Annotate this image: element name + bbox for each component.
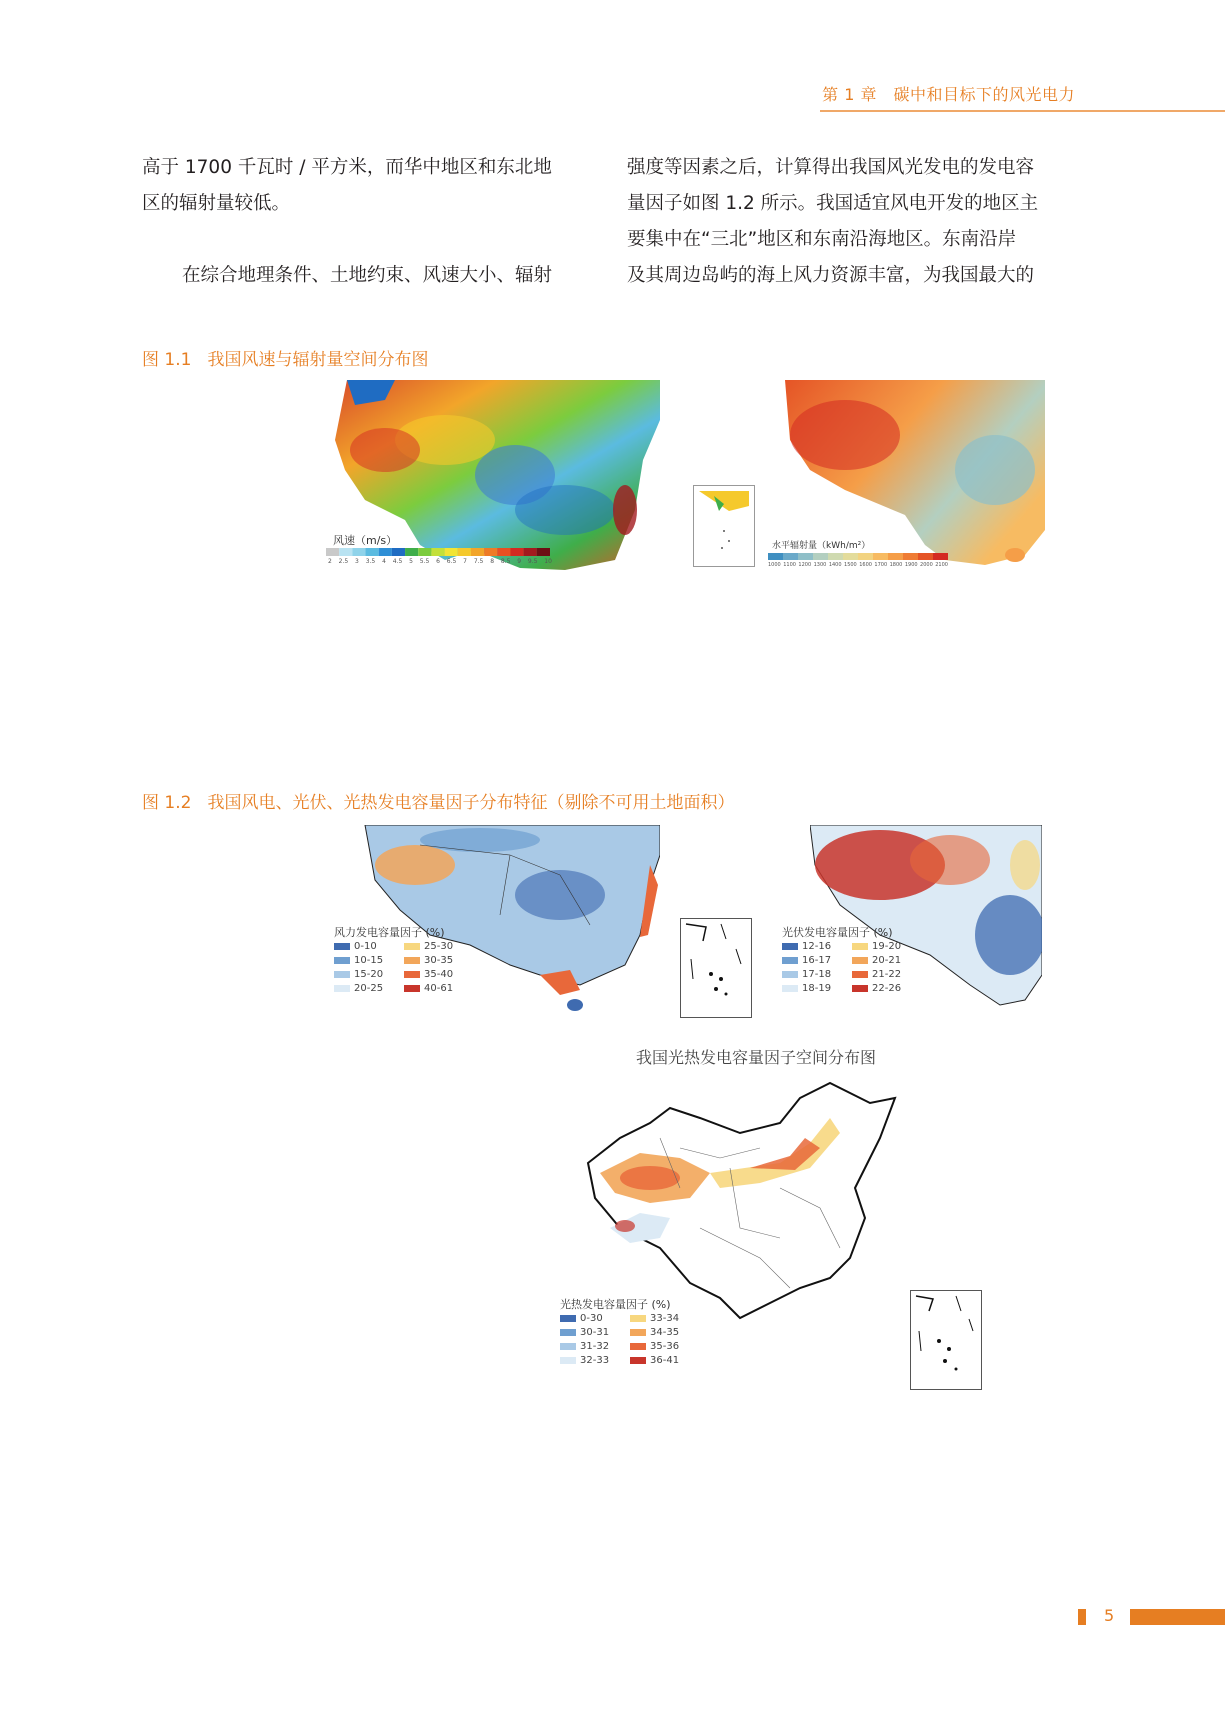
legend-label: 20-25 <box>354 983 384 994</box>
south-china-sea-inset-3 <box>910 1290 982 1390</box>
legend-swatch <box>560 1357 576 1364</box>
colorbar-tick-label: 6 <box>436 558 440 565</box>
colorbar-swatch <box>813 553 828 560</box>
legend-item <box>334 941 404 952</box>
inset-2-image <box>681 919 751 1017</box>
colorbar-tick-label: 2 <box>328 558 332 565</box>
colorbar-swatch <box>903 553 918 560</box>
csp-capacity-map <box>580 1078 930 1328</box>
inset-1-image <box>694 486 754 566</box>
left-line-2: 区的辐射量较低。 <box>142 193 291 214</box>
colorbar-tick-label: 1400 <box>828 562 842 568</box>
left-para-2: 在综合地理条件、土地约束、风速大小、辐射 <box>182 265 553 286</box>
right-line-2: 量因子如图 1.2 所示。我国适宜风电开发的地区主 <box>627 193 1039 214</box>
colorbar-swatch <box>431 548 444 556</box>
legend-swatch <box>560 1329 576 1336</box>
legend-item <box>630 1327 700 1338</box>
legend-label: 30-31 <box>580 1327 610 1338</box>
figure-2-title: 我国风电、光伏、光热发电容量因子分布特征（剔除不可用土地面积） <box>207 793 735 813</box>
legend-swatch <box>630 1343 646 1350</box>
colorbar-tick-label: 1600 <box>859 562 872 568</box>
radiation-colorbar <box>768 553 948 560</box>
legend-label: 32-33 <box>580 1355 610 1366</box>
legend-swatch <box>630 1357 646 1364</box>
legend-item <box>630 1355 700 1366</box>
legend-label: 17-18 <box>802 969 832 980</box>
colorbar-tick-label: 6.5 <box>446 558 457 565</box>
colorbar-tick-label: 4.5 <box>392 558 403 565</box>
left-line-1: 高于 1700 千瓦时 / 平方米，而华中地区和东北地 <box>142 157 552 178</box>
legend-label: 34-35 <box>650 1327 680 1338</box>
colorbar-tick-label: 3 <box>355 558 359 565</box>
legend-label: 35-40 <box>424 969 454 980</box>
colorbar-tick-label: 2000 <box>920 562 933 568</box>
page-marker <box>1078 1609 1086 1625</box>
colorbar-tick-label: 9.5 <box>527 558 538 565</box>
legend-swatch <box>852 943 868 950</box>
colorbar-swatch <box>458 548 471 556</box>
colorbar-swatch <box>783 553 798 560</box>
legend-label: 35-36 <box>650 1341 680 1352</box>
legend-swatch <box>334 943 350 950</box>
radiation-legend-title: 水平辐射量（kWh/m²） <box>772 541 871 551</box>
legend-swatch <box>404 957 420 964</box>
legend-item <box>560 1355 630 1366</box>
legend-item <box>334 969 404 980</box>
wind-speed-ticks <box>328 558 552 565</box>
right-line-1: 强度等因素之后，计算得出我国风光发电的发电容 <box>627 157 1035 178</box>
legend-swatch <box>782 957 798 964</box>
legend-swatch <box>782 985 798 992</box>
legend-label: 15-20 <box>354 969 384 980</box>
legend-item <box>404 969 474 980</box>
colorbar-tick-label: 10 <box>544 558 552 565</box>
legend-swatch <box>334 957 350 964</box>
csp-legend <box>560 1313 700 1366</box>
colorbar-tick-label: 1700 <box>874 562 888 568</box>
left-column-text <box>142 150 582 294</box>
colorbar-tick-label: 7 <box>463 558 467 565</box>
legend-label: 25-30 <box>424 941 454 952</box>
legend-label: 21-22 <box>872 969 902 980</box>
legend-item <box>404 941 474 952</box>
legend-item <box>404 983 474 994</box>
header-rule <box>820 110 1225 112</box>
colorbar-swatch <box>418 548 431 556</box>
legend-item <box>334 983 404 994</box>
chapter-header: 第 1 章 碳中和目标下的风光电力 <box>822 85 1075 104</box>
legend-item <box>334 955 404 966</box>
pv-capacity-legend <box>782 941 922 994</box>
figure-1-title: 我国风速与辐射量空间分布图 <box>207 350 429 370</box>
wind-speed-colorbar <box>326 548 550 556</box>
legend-label: 12-16 <box>802 941 832 952</box>
colorbar-swatch <box>484 548 497 556</box>
legend-item <box>560 1341 630 1352</box>
legend-swatch <box>404 985 420 992</box>
wind-speed-legend-title: 风速（m/s） <box>333 534 398 547</box>
colorbar-tick-label: 1900 <box>904 562 918 568</box>
south-china-sea-inset-1 <box>693 485 755 567</box>
colorbar-swatch <box>873 553 888 560</box>
legend-swatch <box>852 971 868 978</box>
colorbar-swatch <box>379 548 392 556</box>
right-line-3: 要集中在“三北”地区和东南沿海地区。东南沿岸 <box>627 229 1017 250</box>
colorbar-tick-label: 1800 <box>889 562 903 568</box>
colorbar-tick-label: 8.5 <box>500 558 511 565</box>
colorbar-swatch <box>445 548 458 556</box>
figure-1-number: 图 1.1 <box>142 350 192 370</box>
legend-label: 20-21 <box>872 955 902 966</box>
colorbar-swatch <box>366 548 379 556</box>
csp-legend-title: 光热发电容量因子 (%) <box>560 1298 671 1311</box>
figure-2-caption <box>142 788 734 813</box>
csp-capacity-map-image <box>580 1078 930 1328</box>
page-number: 5 <box>1104 1606 1115 1625</box>
legend-item <box>782 983 852 994</box>
csp-map-title: 我国光热发电容量因子空间分布图 <box>636 1048 877 1067</box>
colorbar-swatch <box>843 553 858 560</box>
legend-item <box>852 983 922 994</box>
colorbar-swatch <box>326 548 339 556</box>
legend-swatch <box>334 971 350 978</box>
colorbar-tick-label: 1300 <box>813 562 827 568</box>
colorbar-swatch <box>918 553 933 560</box>
legend-swatch <box>334 985 350 992</box>
colorbar-tick-label: 8 <box>490 558 495 565</box>
legend-label: 10-15 <box>354 955 384 966</box>
colorbar-tick-label: 7.5 <box>473 558 484 565</box>
right-column-text <box>627 150 1067 294</box>
colorbar-swatch <box>471 548 484 556</box>
legend-label: 31-32 <box>580 1341 610 1352</box>
colorbar-swatch <box>352 548 365 556</box>
legend-label: 0-30 <box>580 1313 603 1324</box>
colorbar-tick-label: 3.5 <box>365 558 376 565</box>
colorbar-swatch <box>828 553 843 560</box>
figure-2-number: 图 1.2 <box>142 793 192 813</box>
colorbar-swatch <box>405 548 418 556</box>
legend-item <box>560 1327 630 1338</box>
legend-label: 30-35 <box>424 955 454 966</box>
legend-label: 36-41 <box>650 1355 680 1366</box>
legend-swatch <box>404 971 420 978</box>
colorbar-swatch <box>798 553 813 560</box>
colorbar-tick-label: 2100 <box>935 562 948 568</box>
colorbar-swatch <box>392 548 405 556</box>
legend-swatch <box>404 943 420 950</box>
legend-swatch <box>782 971 798 978</box>
colorbar-swatch <box>537 548 550 556</box>
colorbar-tick-label: 2.5 <box>338 558 349 565</box>
colorbar-swatch <box>858 553 873 560</box>
footer-bar <box>1130 1609 1225 1625</box>
colorbar-tick-label: 5.5 <box>419 558 430 565</box>
colorbar-tick-label: 1200 <box>798 562 812 568</box>
colorbar-tick-label: 1100 <box>783 562 796 568</box>
colorbar-tick-label: 1500 <box>844 562 857 568</box>
colorbar-swatch <box>768 553 783 560</box>
legend-item <box>404 955 474 966</box>
legend-item <box>630 1341 700 1352</box>
legend-label: 33-34 <box>650 1313 680 1324</box>
colorbar-tick-label: 9 <box>517 558 522 565</box>
wind-capacity-legend-title: 风力发电容量因子 (%) <box>334 926 445 939</box>
inset-3-image <box>911 1291 981 1389</box>
colorbar-swatch <box>497 548 510 556</box>
figure-1-caption <box>142 345 428 370</box>
legend-label: 0-10 <box>354 941 377 952</box>
legend-label: 22-26 <box>872 983 902 994</box>
legend-swatch <box>560 1315 576 1322</box>
colorbar-swatch <box>510 548 523 556</box>
legend-item <box>630 1313 700 1324</box>
south-china-sea-inset-2 <box>680 918 752 1018</box>
legend-swatch <box>630 1315 646 1322</box>
right-line-4: 及其周边岛屿的海上风力资源丰富，为我国最大的 <box>627 265 1035 286</box>
colorbar-swatch <box>339 548 352 556</box>
colorbar-tick-label: 1000 <box>768 562 781 568</box>
legend-label: 40-61 <box>424 983 454 994</box>
legend-item <box>782 941 852 952</box>
legend-item <box>560 1313 630 1324</box>
legend-item <box>782 969 852 980</box>
colorbar-swatch <box>933 553 948 560</box>
legend-item <box>782 955 852 966</box>
legend-item <box>852 969 922 980</box>
pv-capacity-legend-title: 光伏发电容量因子 (%) <box>782 926 893 939</box>
legend-swatch <box>560 1343 576 1350</box>
colorbar-swatch <box>524 548 537 556</box>
colorbar-tick-label: 5 <box>409 558 413 565</box>
legend-item <box>852 955 922 966</box>
colorbar-swatch <box>888 553 903 560</box>
wind-capacity-legend <box>334 941 474 994</box>
legend-label: 16-17 <box>802 955 832 966</box>
radiation-ticks <box>768 562 948 568</box>
legend-label: 19-20 <box>872 941 902 952</box>
legend-swatch <box>852 985 868 992</box>
legend-swatch <box>630 1329 646 1336</box>
legend-item <box>852 941 922 952</box>
colorbar-tick-label: 4 <box>382 558 386 565</box>
legend-swatch <box>852 957 868 964</box>
legend-swatch <box>782 943 798 950</box>
legend-label: 18-19 <box>802 983 832 994</box>
